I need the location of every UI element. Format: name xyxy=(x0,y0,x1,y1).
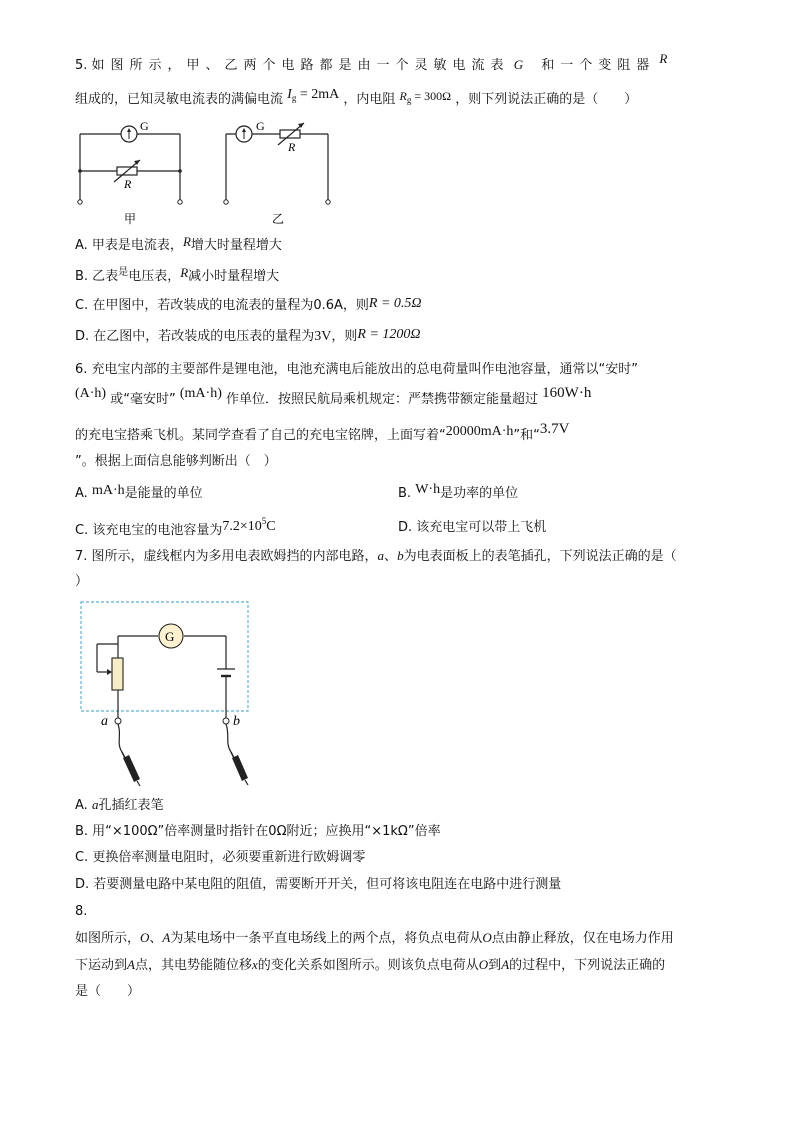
q8-text: 是（ ） xyxy=(75,984,141,999)
q7-option-c xyxy=(75,849,365,867)
q6-text: 或“毫安时” xyxy=(110,392,176,407)
circuit-yi-figure xyxy=(218,116,338,226)
ohmmeter-circuit-figure xyxy=(80,600,260,790)
q7-text: ） xyxy=(75,574,89,589)
terminal-a xyxy=(115,718,121,724)
circuit-jia-figure xyxy=(70,116,190,226)
formula: W·h xyxy=(415,482,441,497)
variable: A xyxy=(127,957,135,972)
q6-line-1 xyxy=(75,361,638,379)
q7-option-b xyxy=(75,823,441,841)
q7-option-a xyxy=(75,796,163,815)
option-text: 孔插红表笔 xyxy=(98,798,164,813)
rg-value: = 300Ω xyxy=(411,89,452,103)
option-text: B. xyxy=(398,486,412,501)
q5-text: ，则下列说法正确的是（ ） xyxy=(455,92,638,107)
q6-line-3 xyxy=(75,421,570,445)
q6-text: 6. 充电宝内部的主要部件是锂电池，电池充满电后能放出的总电荷量叫作电池容量，通常以“安时” xyxy=(75,362,639,377)
q8-text: 如图所示， xyxy=(75,931,141,946)
option-text: A. 甲表是电流表， xyxy=(75,238,183,253)
q5-option-c xyxy=(75,297,422,315)
q8-line-2 xyxy=(75,956,665,975)
formula: R = 0.5Ω xyxy=(368,296,422,311)
rg-formula xyxy=(400,89,452,103)
resistor-symbol: R xyxy=(182,234,191,249)
q5-text: ，内电阻 xyxy=(343,92,396,107)
question-number: 8. xyxy=(75,904,88,919)
resistor-symbol: R xyxy=(180,265,189,280)
figure-caption-yi: 乙 xyxy=(272,212,285,226)
q6-line-4 xyxy=(75,453,277,471)
option-text: 是 xyxy=(118,267,129,278)
ig-formula xyxy=(287,87,339,102)
option-text: 是能量的单位 xyxy=(124,486,203,501)
formula: (mA·h) xyxy=(179,386,222,401)
option-text: A. xyxy=(75,798,88,813)
q8-text: 为某电场中一条平直电场线上的两个点，将负点电荷从 xyxy=(170,931,483,946)
formula-value: 7.2×10 xyxy=(222,519,262,534)
variable: a xyxy=(91,797,99,812)
rg-subscript: g xyxy=(406,95,412,105)
q5-line-1 xyxy=(75,51,668,75)
ig-subscript: g xyxy=(291,93,297,103)
variable: b xyxy=(397,548,404,563)
test-probe-b xyxy=(231,752,248,785)
terminal-b xyxy=(223,718,229,724)
formula: 160W·h xyxy=(542,385,592,401)
label-r: R xyxy=(124,177,132,191)
formula: 3.7V xyxy=(539,421,570,437)
galvanometer-symbol: G xyxy=(513,57,524,72)
option-text: C. 该充电宝的电池容量为 xyxy=(75,523,223,538)
q7-line-1 xyxy=(75,547,677,566)
variable: A xyxy=(162,930,171,945)
q5-line-2 xyxy=(75,87,638,112)
option-text: D. 若要测量电路中某电阻的阻值，需要断开开关，但可将该电阻连在电路中进行测量 xyxy=(75,877,562,892)
label-b: b xyxy=(233,714,240,729)
option-text: C. 在甲图中，若改装成的电流表的量程为0.6A，则 xyxy=(75,298,369,313)
formula xyxy=(222,516,276,534)
formula: 20000mA·h xyxy=(445,424,514,439)
label-a: a xyxy=(101,714,108,729)
q6-text: ”和“ xyxy=(513,428,540,443)
variable: O xyxy=(140,930,150,945)
dashed-box xyxy=(81,602,248,711)
variable: A xyxy=(501,957,510,972)
formula-unit: C xyxy=(266,519,276,534)
q8-line-3 xyxy=(75,983,140,1001)
q5-text: 如图所示，甲、乙两个电路都是由一个灵敏电流表 xyxy=(91,58,510,73)
formula-exponent: 5 xyxy=(261,516,267,526)
test-probe-a xyxy=(122,752,140,786)
q6-text: 的充电宝搭乘飞机。某同学查看了自己的充电宝铭牌，上面写着“ xyxy=(75,428,446,443)
q7-line-2 xyxy=(75,573,88,591)
q6-text: ”。根据上面信息能够判断出（ ） xyxy=(75,454,277,469)
formula: R = 1200Ω xyxy=(357,327,421,342)
q8-line-1 xyxy=(75,929,674,948)
label-g: G xyxy=(256,119,265,133)
question-number: 5. xyxy=(75,58,88,73)
ig-symbol: I xyxy=(287,87,292,102)
formula: (A·h) xyxy=(75,386,107,401)
q5-option-d xyxy=(75,328,421,346)
option-text: 电压表， xyxy=(128,269,181,284)
q8-text: 到 xyxy=(488,958,502,973)
q8-text: 的变化关系如图所示。则该负点电荷从 xyxy=(257,958,479,973)
q6-option-d xyxy=(398,519,546,537)
option-text: ，则 xyxy=(331,329,358,344)
variable: x xyxy=(251,957,258,972)
q7-option-d xyxy=(75,876,561,894)
q6-option-c xyxy=(75,516,276,540)
variable: O xyxy=(482,930,492,945)
resistor-symbol: R xyxy=(659,51,668,66)
q7-text: 为电表面板上的表笔插孔，下列说法正确的是（ xyxy=(403,549,677,564)
ig-value: = 2mA xyxy=(296,87,340,102)
q8-text: 下运动到 xyxy=(75,958,128,973)
label-g: G xyxy=(140,119,149,133)
option-text: D. 在乙图中，若改装成的电压表的量程为 xyxy=(75,329,315,344)
q7-text: 、 xyxy=(384,549,398,564)
variable: a xyxy=(377,548,385,563)
q6-text: 作单位．按照民航局乘机规定：严禁携带额定能量超过 xyxy=(226,392,539,407)
figure-caption-jia: 甲 xyxy=(124,212,137,226)
option-text: B. 乙表 xyxy=(75,269,119,284)
label-g: G xyxy=(165,629,175,644)
q5-option-b xyxy=(75,267,279,287)
option-text: 增大时量程增大 xyxy=(190,238,282,253)
q7-text: 7. 图所示，虚线框内为多用电表欧姆挡的内部电路， xyxy=(75,549,378,564)
q5-text: 组成的，已知灵敏电流表的满偏电流 xyxy=(75,92,284,107)
rg-symbol: R xyxy=(399,89,407,103)
formula: mA·h xyxy=(91,483,125,498)
q8-text: 点由静止释放，仅在电场力作用 xyxy=(491,931,674,946)
variable: O xyxy=(478,957,489,972)
rheostat xyxy=(112,658,123,690)
formula: 3V xyxy=(314,329,332,344)
q6-option-a xyxy=(75,485,203,503)
q8-text: 、 xyxy=(149,931,163,946)
q6-line-2 xyxy=(75,385,592,409)
q8-text: 的过程中，下列说法正确的 xyxy=(509,958,666,973)
option-text: C. 更换倍率测量电阻时，必须要重新进行欧姆调零 xyxy=(75,850,366,865)
q8-number xyxy=(75,903,87,921)
q5-text: 和一个变阻器 xyxy=(541,58,656,73)
q8-text: 点，其电势能随位移 xyxy=(134,958,252,973)
option-text: 是功率的单位 xyxy=(440,486,519,501)
option-text: D. 该充电宝可以带上飞机 xyxy=(398,520,547,535)
label-r: R xyxy=(288,140,296,154)
option-text: B. 用“×100Ω”倍率测量时指针在0Ω附近；应换用“×1kΩ”倍率 xyxy=(75,824,441,839)
option-text: A. xyxy=(75,486,88,501)
q6-option-b xyxy=(398,482,519,503)
q5-option-a xyxy=(75,236,282,255)
option-text: 减小时量程增大 xyxy=(188,269,280,284)
